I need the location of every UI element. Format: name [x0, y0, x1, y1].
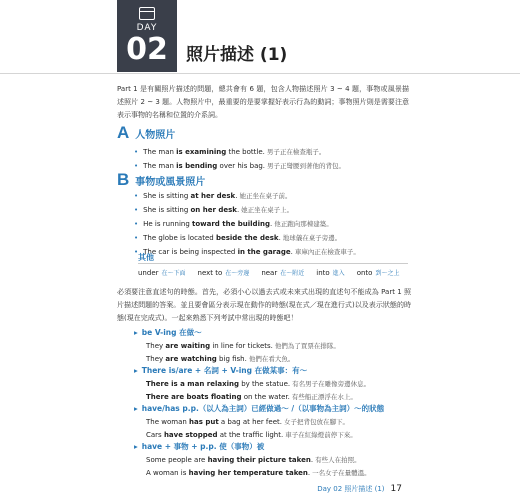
- list-item: • The car is being inspected in the garage. 車庫內正在檢查車子。: [134, 245, 360, 259]
- section-b-heading: [117, 170, 205, 190]
- example-sentence: They are waiting in line for tickets. 他們為了買票在排隊。: [146, 342, 340, 350]
- section-a-list: [134, 145, 345, 173]
- list-item: • He is running toward the building. 他正跑向那棟建築。: [134, 217, 360, 231]
- example-sentence: Cars have stopped at the traffic light. 車子在紅綠燈前停下來。: [146, 431, 357, 439]
- example-sentence: There are boats floating on the water. 有些船正漂浮在水上。: [146, 393, 357, 401]
- grammar-heading: ▸ have + 事物 + p.p. 使（事物）被: [134, 440, 371, 454]
- example-sentence: They are watching big fish. 他們在看大魚。: [146, 355, 295, 363]
- other-divider: [138, 263, 408, 264]
- grammar-heading: ▸ have/has p.p.（以人為主詞）已經做過～ /（以事物為主詞）～的狀態: [134, 402, 384, 416]
- preposition-item: under 在～下面: [138, 269, 186, 277]
- page-title: 照片描述 (1): [186, 45, 288, 65]
- list-item: • She is sitting on her desk. 她正坐在桌子上。: [134, 203, 360, 217]
- grammar-heading: ▸ be V-ing 在做～: [134, 326, 340, 340]
- preposition-item: next to 在～旁邊: [197, 269, 250, 277]
- calendar-icon: [139, 7, 155, 20]
- preposition-item: near 在～附近: [261, 269, 305, 277]
- day-label: DAY: [136, 23, 158, 33]
- day-badge: [117, 0, 177, 72]
- grammar-heading: ▸ There is/are + 名詞 + V-ing 在做某事：有～: [134, 364, 370, 378]
- page-footer: [317, 484, 402, 494]
- page-number: 17: [390, 484, 402, 494]
- header-divider: [0, 73, 520, 74]
- tense-note: 必須要注意直述句的時態。首先，必須小心以過去式或未來式出現的直述句不能成為 Part 1 照片描述問題的答案。並且要會區分表示現在動作的時態(現在式／現在進行式)以及表示狀態的時態(現在完成式)。一起來熟悉下列考試中常出現的時態吧！: [117, 288, 411, 322]
- section-a-heading: [117, 123, 175, 143]
- preposition-item: onto 到～之上: [356, 269, 400, 277]
- grammar-block: [134, 440, 371, 480]
- preposition-list: [138, 268, 399, 277]
- footer-label: Day 02 照片描述 (1): [317, 485, 385, 493]
- list-item: • The man is bending over his bag. 男子正彎腰到著他的背包。: [134, 159, 345, 173]
- section-a-letter: A: [117, 123, 130, 142]
- list-item: • She is sitting at her desk. 她正坐在桌子前。: [134, 189, 360, 203]
- example-sentence: A woman is having her temperature taken. 一名女子在量體溫。: [146, 469, 371, 477]
- list-item: • The globe is located beside the desk. 地球儀在桌子旁邊。: [134, 231, 360, 245]
- section-b-letter: B: [117, 170, 130, 189]
- example-sentence: There is a man relaxing by the statue. 有名男子在雕像旁邊休息。: [146, 380, 371, 388]
- section-a-title: 人物照片: [135, 130, 176, 141]
- day-number: 02: [126, 32, 168, 67]
- example-sentence: Some people are having their picture taken. 有些人在拍照。: [146, 456, 361, 464]
- intro-paragraph: Part 1 是有關照片描述的問題，總共會有 6 題，包含人物描述照片 3 ~ 4 題，事物或風景描述照片 2 ~ 3 題。人物照片中，最重要的是要掌握好表示行為的動詞；事物照片則是需要注意表示事物的名稱和位置的介系詞。: [117, 85, 409, 119]
- section-b-list: [134, 189, 360, 259]
- preposition-item: into 進入: [316, 269, 345, 277]
- section-b-title: 事物或風景照片: [135, 177, 206, 188]
- list-item: • The man is examining the bottle. 男子正在檢查瓶子。: [134, 145, 345, 159]
- grammar-block: [134, 402, 384, 442]
- grammar-block: [134, 364, 370, 404]
- example-sentence: The woman has put a bag at her feet. 女子把背包放在腳下。: [146, 418, 349, 426]
- grammar-block: [134, 326, 340, 366]
- other-heading: 其他: [138, 253, 154, 262]
